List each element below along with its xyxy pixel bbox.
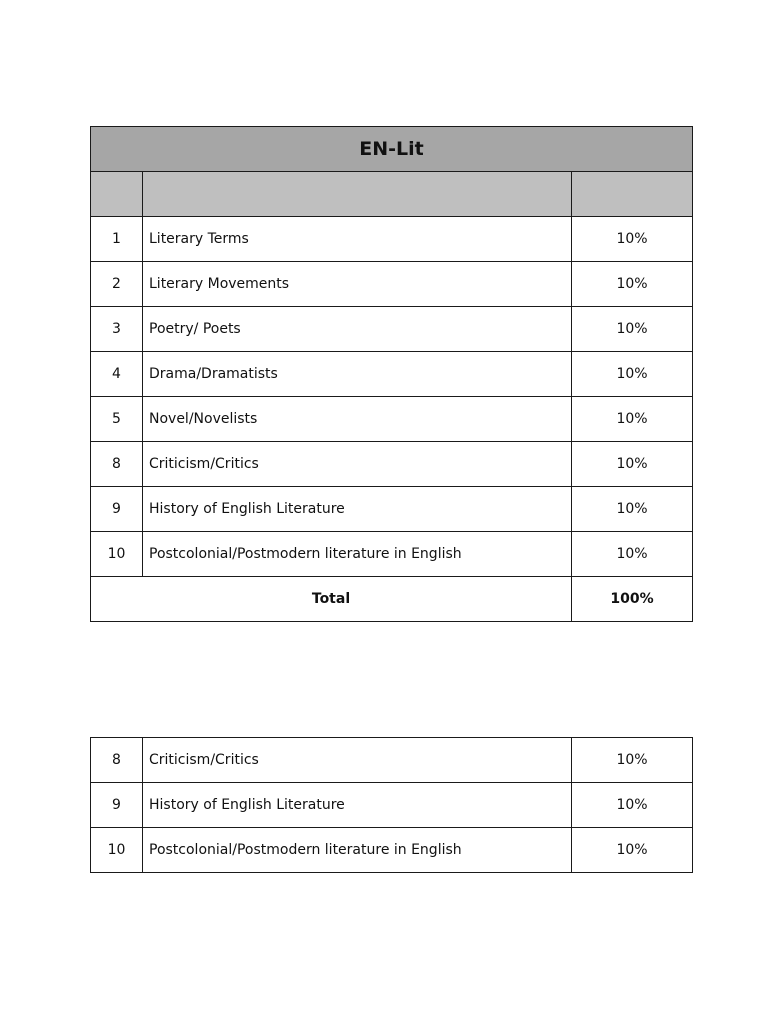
continuation-table <box>90 737 693 873</box>
table-header-row <box>91 172 693 217</box>
row-weight: 10% <box>572 532 693 577</box>
table-row <box>91 352 693 397</box>
table-row <box>91 738 693 783</box>
row-weight: 10% <box>572 262 693 307</box>
table-row <box>91 532 693 577</box>
row-weight: 10% <box>572 307 693 352</box>
syllabus-table <box>90 126 693 622</box>
row-weight: 10% <box>572 738 693 783</box>
row-number: 1 <box>91 217 143 262</box>
row-number: 8 <box>91 442 143 487</box>
row-topic: Drama/Dramatists <box>143 352 572 397</box>
table-row <box>91 442 693 487</box>
row-weight: 10% <box>572 217 693 262</box>
row-weight: 10% <box>572 828 693 873</box>
row-weight: 10% <box>572 442 693 487</box>
row-number: 8 <box>91 738 143 783</box>
table-row <box>91 783 693 828</box>
row-topic: Novel/Novelists <box>143 397 572 442</box>
row-weight: 10% <box>572 352 693 397</box>
row-weight: 10% <box>572 397 693 442</box>
row-weight: 10% <box>572 783 693 828</box>
total-label: Total <box>91 577 572 622</box>
table-row <box>91 487 693 532</box>
row-weight: 10% <box>572 487 693 532</box>
table-title: EN-Lit <box>91 127 693 172</box>
row-topic: History of English Literature <box>143 487 572 532</box>
header-no <box>91 172 143 217</box>
total-row <box>91 577 693 622</box>
row-topic: Literary Movements <box>143 262 572 307</box>
row-topic: Criticism/Critics <box>143 738 572 783</box>
table-row <box>91 307 693 352</box>
total-weight: 100% <box>572 577 693 622</box>
row-topic: Criticism/Critics <box>143 442 572 487</box>
table-row <box>91 397 693 442</box>
row-number: 9 <box>91 783 143 828</box>
header-topic <box>143 172 572 217</box>
table-row <box>91 262 693 307</box>
row-topic: Postcolonial/Postmodern literature in English <box>143 828 572 873</box>
row-number: 10 <box>91 532 143 577</box>
header-weight <box>572 172 693 217</box>
row-number: 3 <box>91 307 143 352</box>
table-title-row <box>91 127 693 172</box>
table-row <box>91 217 693 262</box>
row-topic: Literary Terms <box>143 217 572 262</box>
row-topic: History of English Literature <box>143 783 572 828</box>
row-topic: Postcolonial/Postmodern literature in English <box>143 532 572 577</box>
row-number: 2 <box>91 262 143 307</box>
row-number: 5 <box>91 397 143 442</box>
row-number: 9 <box>91 487 143 532</box>
row-number: 4 <box>91 352 143 397</box>
row-number: 10 <box>91 828 143 873</box>
row-topic: Poetry/ Poets <box>143 307 572 352</box>
table-row <box>91 828 693 873</box>
